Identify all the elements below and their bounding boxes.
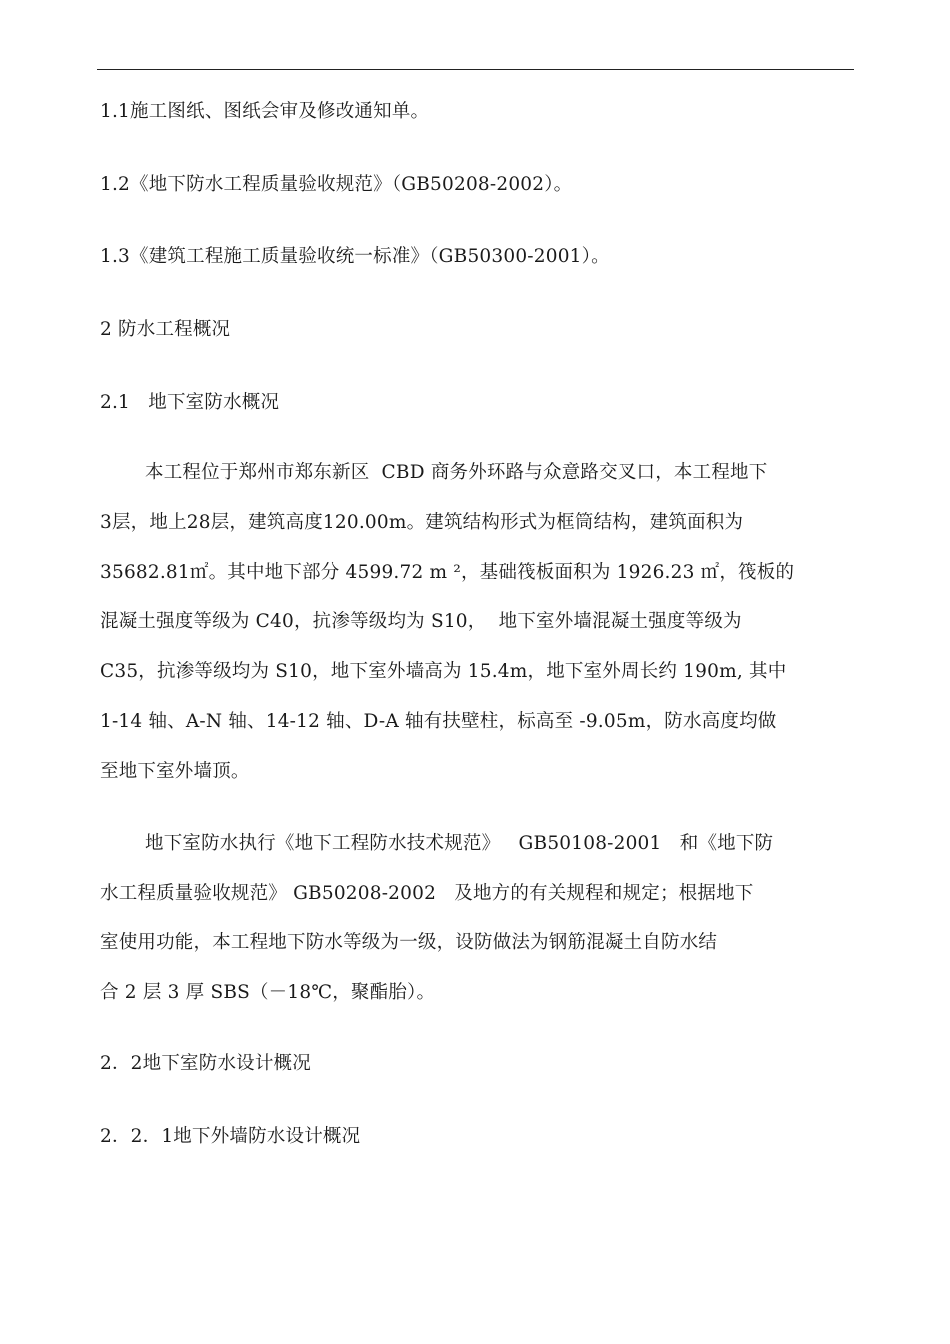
paragraph-line: C35，抗渗等级均为 S10，地下室外墙高为 15.4m，地下室外周长约 190m, 其中	[100, 661, 787, 682]
paragraph-line: 35682.81㎡。其中地下部分 4599.72 m ²，基础筏板面积为 1926.23 ㎡，筏板的	[100, 562, 795, 583]
reference-item: 1.3《建筑工程施工质量验收统一标准》（GB50300-2001）。	[100, 246, 610, 267]
subsection-heading: 2．2地下室防水设计概况	[100, 1053, 311, 1074]
paragraph-line: 合 2 层 3 厚 SBS（－18℃，聚酯胎）。	[100, 982, 436, 1003]
reference-item: 1.1施工图纸、图纸会审及修改通知单。	[100, 101, 430, 122]
subsection-heading: 2.1 地下室防水概况	[100, 392, 280, 413]
subsection-heading: 2．2．1地下外墙防水设计概况	[100, 1126, 361, 1147]
paragraph-line: 1-14 轴、A-N 轴、14-12 轴、D-A 轴有扶壁柱，标高至 -9.05m，防水高度均做	[100, 711, 777, 732]
section-heading: 2 防水工程概况	[100, 319, 231, 340]
paragraph-line: 本工程位于郑州市郑东新区 CBD 商务外环路与众意路交叉口，本工程地下	[145, 462, 768, 483]
paragraph-line: 3层，地上28层，建筑高度120.00m。建筑结构形式为框筒结构，建筑面积为	[100, 512, 744, 533]
paragraph-line: 混凝土强度等级为 C40，抗渗等级均为 S10， 地下室外墙混凝土强度等级为	[100, 611, 742, 632]
paragraph-line: 至地下室外墙顶。	[100, 761, 250, 782]
paragraph-line: 室使用功能，本工程地下防水等级为一级，设防做法为钢筋混凝土自防水结	[100, 932, 718, 953]
paragraph-line: 水工程质量验收规范》 GB50208-2002 及地方的有关规程和规定；根据地下	[100, 883, 754, 904]
reference-item: 1.2《地下防水工程质量验收规范》（GB50208-2002）。	[100, 174, 573, 195]
paragraph-line: 地下室防水执行《地下工程防水技术规范》 GB50108-2001 和《地下防	[145, 833, 774, 854]
header-rule	[97, 69, 854, 70]
